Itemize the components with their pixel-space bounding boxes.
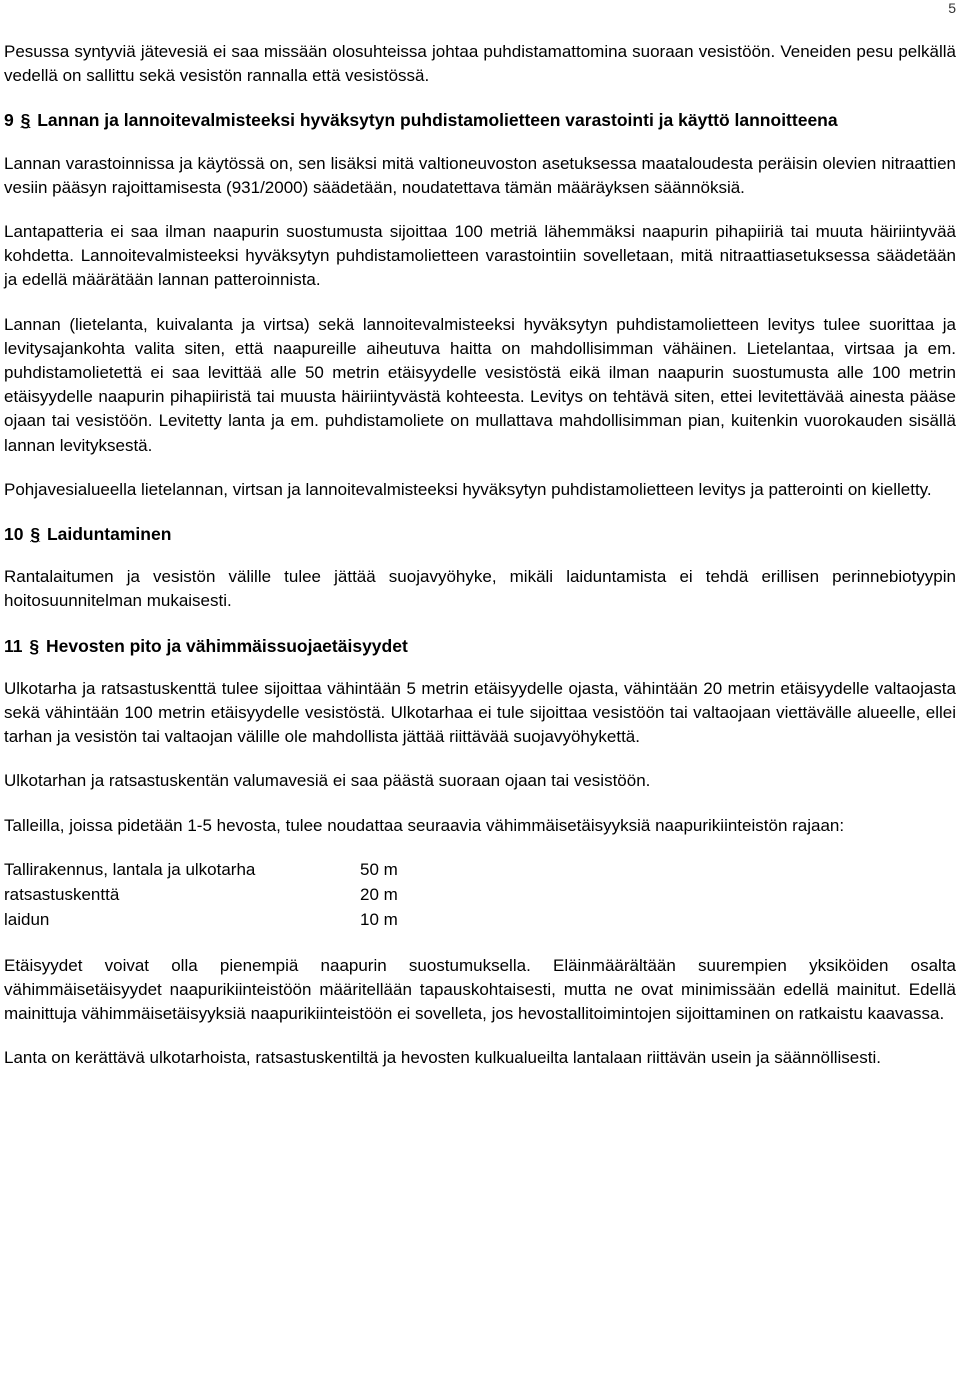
paragraph: Lannan varastoinnissa ja käytössä on, sen lisäksi mitä valtioneuvoston asetuksessa maataloudesta peräisin olevien nitraattien vesiin pääsyn rajoittamisesta (931/2000) säädetään, noudatettava tämän määräyksen säännöksiä.	[4, 153, 956, 197]
paragraph-wash-water: Pesussa syntyviä jätevesiä ei saa missään olosuhteissa johtaa puhdistamattomina suoraan vesistöön. Veneiden pesu pelkällä vedellä on sallittu sekä vesistön rannalla että vesistössä.	[4, 42, 956, 86]
section-heading-9	[4, 108, 956, 132]
distance-label: ratsastuskenttä	[4, 884, 120, 904]
section-heading-10	[4, 522, 956, 546]
paragraph: Ulkotarhan ja ratsastuskentän valumavesiä ei saa päästä suoraan ojaan tai vesistöön.	[4, 771, 651, 791]
paragraph: Etäisyydet voivat olla pienempiä naapurin suostumuksella. Eläinmäärältään suurempien yksiköiden osalta vähimmäisetäisyydet naapurikiinteistöön määritellään tapauskohtaisesti, mutta ne ovat minimissään edellä mainitut. Edellä mainittuja vähimmäisetäisyyksiä naapurikiinteistöön ei sovelleta, jos hevostallitoimintojen sijoittaminen on ratkaistu kaavassa.	[4, 955, 956, 1024]
section-title: Hevosten pito ja vähimmäissuojaetäisyydet	[45, 635, 408, 656]
paragraph: Ulkotarha ja ratsastuskenttä tulee sijoittaa vähintään 5 metrin etäisyydelle ojasta, vähintään 20 metrin etäisyydelle valtaojasta sekä vähintään 100 metrin etäisyydelle vesistöstä. Ulkotarhaa ei tule sijoittaa vesistöön tai valtaojaan viettävälle alueelle, ellei tarhan ja vesistön tai valtaojan välille ole mahdollista jättää riittävää suojavyöhykettä.	[4, 678, 956, 747]
section-title: Laiduntaminen	[46, 524, 172, 545]
table-row	[4, 857, 398, 882]
distance-label: laidun	[4, 909, 50, 929]
page-number: 5	[948, 0, 956, 16]
section-title: Lannan ja lannoitevalmisteeksi hyväksytyn puhdistamolietteen varastointi ja käyttö lannoitteena	[37, 110, 838, 131]
document-body	[4, 40, 956, 1091]
table-row	[4, 882, 398, 907]
distance-value: 10 m	[360, 909, 398, 929]
section-symbol: §	[30, 524, 41, 545]
section-number: 10	[4, 524, 24, 545]
section-symbol: §	[20, 110, 31, 131]
distance-value: 20 m	[360, 884, 398, 904]
paragraph: Lantapatteria ei saa ilman naapurin suostumusta sijoittaa 100 metriä lähemmäksi naapurin pihapiiriä tai muuta häiriintyvää kohdetta. Lannoitevalmisteeksi hyväksytyn puhdistamolietteen varastointiin sovelletaan, mitä nitraattiasetuksessa säädetään ja edellä määrätään lannan patteroinnista.	[4, 222, 956, 290]
section-number: 11	[4, 635, 23, 656]
paragraph: Lannan (lietelanta, kuivalanta ja virtsa) sekä lannoitevalmisteeksi hyväksytyn puhdistamolietteen levitys tulee suorittaa ja levitysajankohta valita siten, että naapureille aiheutuva haitta on mahdollisimman vähäinen. Lietelantaa, virtsaa ja em. puhdistamolietettä ei saa levittää alle 50 metrin etäisyydelle vesistöstä eikä ilman naapurin suostumusta alle 100 metrin etäisyydelle naapurin pihapiiristä tai muusta häiriintyvästä kohteesta. Levitys on tehtävä siten, ettei levitettävää ainesta pääse ojaan tai vesistöön. Levitetty lanta ja em. puhdistamoliete on mullattava mahdollisimman pian, kuitenkin vuorokauden sisällä lannan levityksestä.	[4, 314, 956, 455]
paragraph: Lanta on kerättävä ulkotarhoista, ratsastuskentiltä ja hevosten kulkualueilta lantalaan riittävän usein ja säännöllisesti.	[4, 1048, 881, 1068]
table-row	[4, 907, 398, 932]
distance-value: 50 m	[360, 859, 398, 879]
distance-label: Tallirakennus, lantala ja ulkotarha	[4, 859, 256, 879]
paragraph: Pohjavesialueella lietelannan, virtsan ja lannoitevalmisteeksi hyväksytyn puhdistamolietteen levitys ja patterointi on kielletty.	[4, 479, 932, 499]
paragraph: Rantalaitumen ja vesistön välille tulee jättää suojavyöhyke, mikäli laiduntamista ei tehdä erillisen perinnebiotyypin hoitosuunnitelman mukaisesti.	[4, 567, 956, 611]
distance-table	[4, 857, 398, 932]
paragraph: Talleilla, joissa pidetään 1-5 hevosta, tulee noudattaa seuraavia vähimmäisetäisyyksiä naapurikiinteistön rajaan:	[4, 815, 845, 835]
section-number: 9	[4, 110, 14, 131]
section-heading-11	[4, 634, 956, 658]
section-symbol: §	[29, 635, 40, 656]
